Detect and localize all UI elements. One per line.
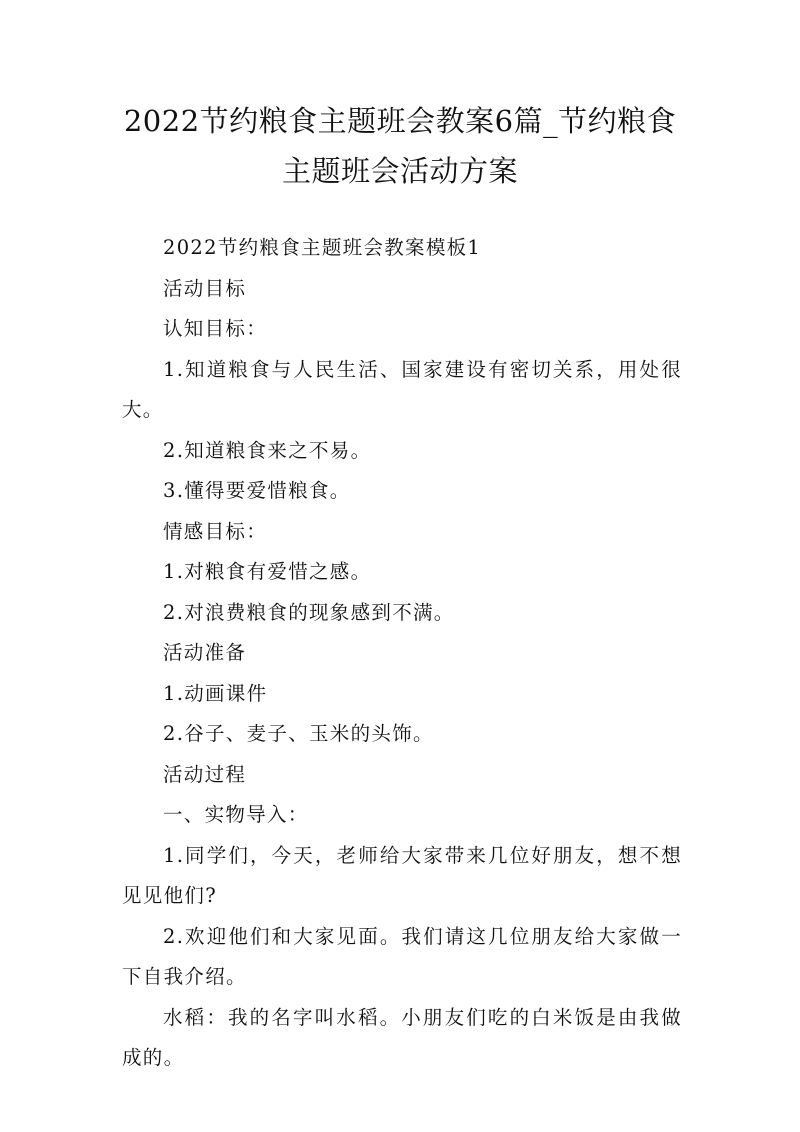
paragraph-emotional-goal-1: 1.对粮食有爱惜之感。 [163,560,372,583]
document-body [122,228,682,1079]
paragraph-rice-introduction: 水稻：我的名字叫水稻。小朋友们吃的白米饭是由我做成的。 [122,1005,682,1069]
paragraph-process-item-1: 1.同学们，今天，老师给大家带来几位好朋友，想不想见见他们? [122,843,682,907]
paragraph-emotional-goal-2: 2.对浪费粮食的现象感到不满。 [163,600,455,624]
paragraph-process-step-1: 一、实物导入： [163,803,309,826]
paragraph-emotional-goals: 情感目标： [163,519,268,543]
paragraph-cognitive-goal-3: 3.懂得要爱惜粮食。 [163,479,351,502]
paragraph-preparation-2: 2.谷子、麦子、玉米的头饰。 [163,722,434,745]
paragraph-cognitive-goal-2: 2.知道粮食来之不易。 [163,438,372,462]
paragraph-cognitive-goals: 认知目标： [163,317,268,340]
paragraph-cognitive-goal-1: 1.知道粮食与人民生活、国家建设有密切关系，用处很大。 [122,357,682,421]
document-title: 2022节约粮食主题班会教案6篇_节约粮食主题班会活动方案 [123,104,677,188]
paragraph-preparation-1: 1.动画课件 [163,681,268,705]
paragraph-activity-goals: 活动目标 [163,276,247,300]
paragraph-activity-process: 活动过程 [163,762,247,786]
paragraph-template-heading: 2022节约粮食主题班会教案模板1 [163,236,482,259]
paragraph-activity-preparation: 活动准备 [163,641,247,664]
paragraph-process-item-2: 2.欢迎他们和大家见面。我们请这几位朋友给大家做一下自我介绍。 [122,924,682,988]
